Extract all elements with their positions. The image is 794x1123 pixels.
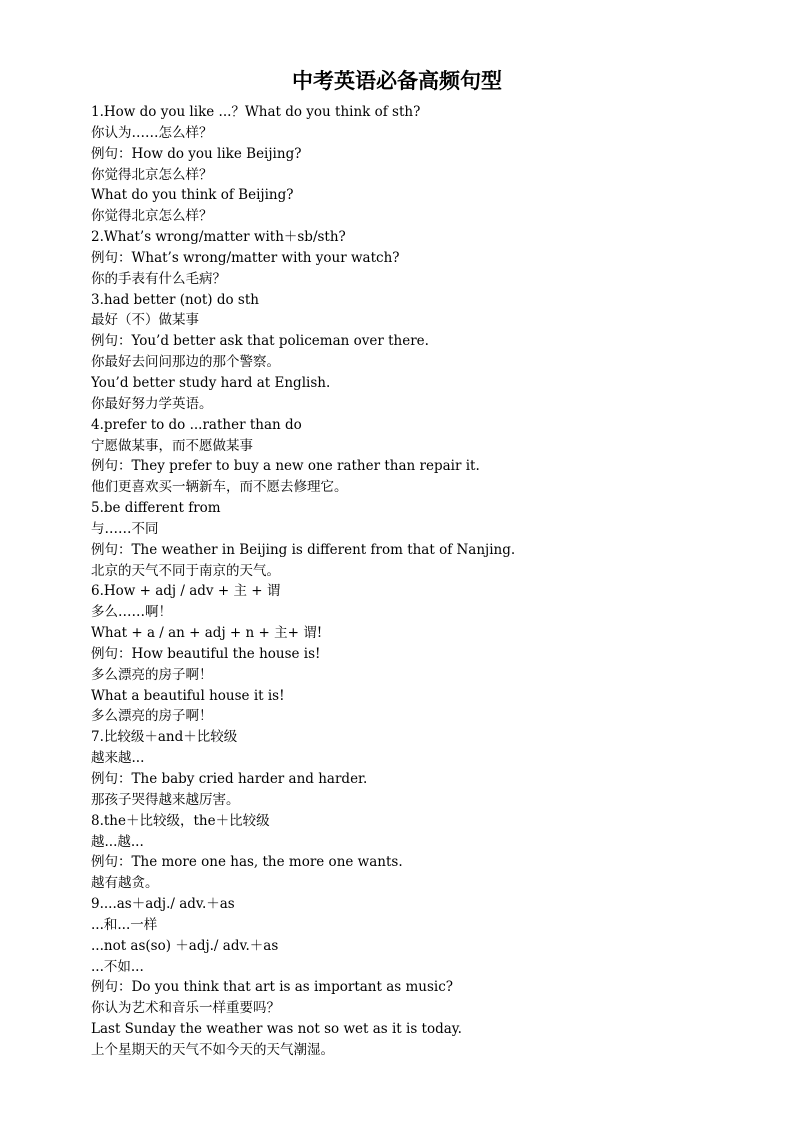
text-line: 宁愿做某事，而不愿做某事 (91, 437, 253, 454)
text-line: 多么……啊！ (91, 604, 172, 621)
text-line: 你认为艺术和音乐一样重要吗？ (91, 1000, 280, 1017)
text-line: Last Sunday the weather was not so wet as it is today. (91, 1021, 462, 1038)
text-line: 8.the＋比较级，the＋比较级 (91, 812, 270, 829)
text-line: 例句：The baby cried harder and harder. (91, 771, 368, 787)
text-line: 6.How + adj / adv + 主 + 谓 (91, 583, 281, 600)
text-line: ...not as(so) ＋adj./ adv.＋as (91, 937, 279, 954)
text-line: 9....as＋adj./ adv.＋as (91, 896, 235, 913)
text-line: 越来越... (91, 750, 145, 767)
text-line: 你认为……怎么样？ (91, 124, 213, 141)
text-line: 例句：The weather in Beijing is different from that of Nanjing. (91, 541, 516, 558)
text-line: 你最好去问问那边的那个警察。 (91, 354, 280, 371)
text-line: 多么漂亮的房子啊！ (91, 666, 213, 683)
text-line: 例句：They prefer to buy a new one rather than repair it. (91, 458, 480, 475)
text-line: ...和...一样 (91, 916, 158, 933)
document-body (91, 102, 771, 1061)
text-line: 北京的天气不同于南京的天气。 (91, 562, 280, 579)
text-line: 例句：How beautiful the house is! (91, 645, 321, 662)
text-line: 最好（不）做某事 (91, 312, 199, 329)
text-line: 你的手表有什么毛病？ (91, 270, 226, 287)
text-line: 他们更喜欢买一辆新车，而不愿去修理它。 (91, 479, 348, 496)
text-line: 1.How do you like ...？What do you think of sth? (91, 104, 421, 120)
text-line: 与……不同 (91, 520, 159, 537)
text-line: What a beautiful house it is! (91, 687, 285, 704)
text-line: 那孩子哭得越来越厉害。 (91, 791, 240, 808)
text-line: 例句：What’s wrong/matter with your watch? (91, 249, 400, 266)
text-line: You’d better study hard at English. (91, 374, 331, 391)
text-line: 7.比较级＋and＋比较级 (91, 729, 238, 746)
text-line: 3.had better (not) do sth (91, 291, 259, 308)
text-line: 5.be different from (91, 500, 221, 517)
text-line: What do you think of Beijing? (91, 187, 294, 204)
text-line: 你最好努力学英语。 (91, 395, 213, 412)
document-title: 中考英语必备高频句型 (292, 69, 502, 93)
text-line: 越有越贪。 (91, 875, 159, 892)
text-line: 上个星期天的天气不如今天的天气潮湿。 (91, 1041, 334, 1058)
text-line: 例句：The more one has, the more one wants. (91, 854, 403, 871)
text-line: What + a / an + adj + n + 主+ 谓! (91, 625, 323, 642)
text-line: 2.What’s wrong/matter with＋sb/sth? (91, 229, 346, 246)
text-line: 例句：How do you like Beijing? (91, 145, 302, 162)
text-line: 越...越... (91, 833, 144, 850)
text-line: 你觉得北京怎么样？ (91, 166, 213, 183)
text-line: 例句：Do you think that art is as important as music? (91, 979, 454, 996)
text-line: 你觉得北京怎么样？ (91, 208, 213, 225)
text-line: 4.prefer to do ...rather than do (91, 416, 302, 433)
text-line: 例句：You’d better ask that policeman over there. (91, 333, 429, 350)
text-line: 多么漂亮的房子啊！ (91, 708, 213, 725)
text-line: ...不如... (91, 958, 144, 975)
